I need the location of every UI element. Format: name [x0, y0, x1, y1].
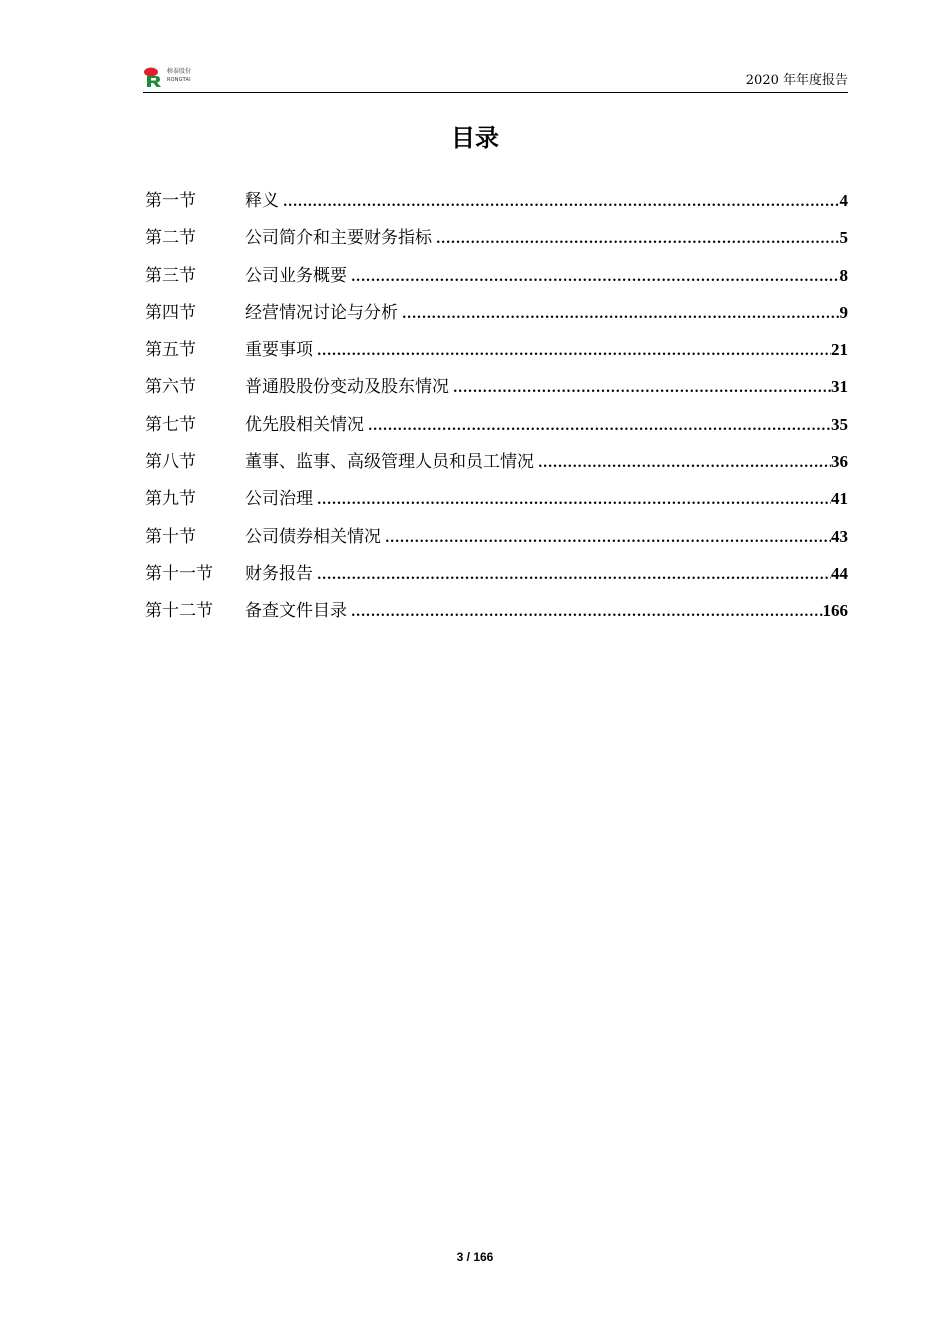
toc-page-number: 41: [831, 489, 848, 509]
toc-page-number: 43: [831, 526, 848, 546]
toc-page-number: 21: [831, 340, 848, 360]
toc-section-number: 第六节: [145, 377, 196, 398]
toc-entry[interactable]: [145, 555, 848, 592]
page-title: 目录: [451, 124, 499, 152]
toc-section-title: 公司业务概要: [245, 265, 347, 286]
toc-entry[interactable]: [145, 518, 848, 555]
toc-dot-leader: [317, 333, 831, 370]
table-of-contents: [145, 182, 848, 630]
toc-dot-leader: [436, 221, 840, 258]
toc-dot-leader: [402, 296, 840, 333]
toc-dot-leader: [538, 445, 831, 482]
company-logo: [143, 66, 203, 88]
toc-section-title: 普通股股份变动及股东情况: [245, 377, 449, 398]
toc-section-title: 公司简介和主要财务指标: [245, 228, 432, 249]
toc-page-number: 35: [831, 414, 848, 434]
toc-section-title: 重要事项: [245, 340, 313, 361]
toc-entry[interactable]: [145, 480, 848, 517]
toc-section-title: 备查文件目录: [245, 601, 347, 622]
toc-entry[interactable]: [145, 257, 848, 294]
toc-section-number: 第一节: [145, 191, 196, 211]
toc-section-title: 优先股相关情况: [245, 414, 364, 435]
toc-entry[interactable]: [145, 406, 848, 443]
page-header: [143, 66, 848, 93]
toc-section-number: 第九节: [145, 489, 196, 510]
toc-entry[interactable]: [145, 443, 848, 480]
toc-section-number: 第八节: [145, 452, 196, 473]
toc-page-number: 44: [831, 563, 848, 583]
toc-dot-leader: [453, 370, 831, 407]
toc-section-number: 第十一节: [145, 563, 213, 584]
toc-page-number: 9: [839, 302, 848, 322]
toc-section-number: 第三节: [145, 265, 196, 286]
toc-section-number: 第十二节: [145, 601, 213, 622]
toc-section-title: 董事、监事、高级管理人员和员工情况: [245, 452, 534, 473]
toc-page-number: 5: [839, 228, 848, 248]
toc-section-title: 财务报告: [245, 563, 313, 584]
toc-section-number: 第七节: [145, 414, 196, 435]
toc-entry[interactable]: [145, 368, 848, 405]
toc-dot-leader: [351, 259, 840, 296]
toc-section-number: 第五节: [145, 340, 196, 361]
toc-page-number: 8: [839, 265, 848, 285]
toc-entry[interactable]: [145, 182, 848, 219]
report-title: 2020 年年度报告: [745, 73, 848, 88]
toc-section-number: 第二节: [145, 228, 196, 249]
toc-dot-leader: [317, 482, 831, 519]
toc-section-number: 第四节: [145, 302, 196, 323]
logo-name-cn: 榕泰股份: [167, 68, 192, 75]
toc-page-number: 31: [831, 377, 848, 397]
logo-name-en: RONGTAI: [167, 77, 191, 83]
toc-section-number: 第十节: [145, 526, 196, 547]
toc-section-title: 公司治理: [245, 489, 313, 510]
rongtai-logo-icon: [143, 66, 165, 88]
toc-section-title: 经营情况讨论与分析: [245, 302, 398, 323]
toc-entry[interactable]: [145, 294, 848, 331]
toc-dot-leader: [283, 184, 840, 221]
toc-page-number: 166: [822, 601, 848, 621]
toc-entry[interactable]: [145, 592, 848, 629]
toc-section-title: 释义: [245, 191, 279, 211]
page-number-footer: 3 / 166: [456, 1250, 494, 1264]
toc-page-number: 4: [839, 191, 848, 210]
toc-dot-leader: [368, 408, 831, 445]
toc-dot-leader: [385, 520, 831, 557]
toc-page-number: 36: [831, 452, 848, 472]
toc-dot-leader: [317, 557, 831, 594]
toc-section-title: 公司债券相关情况: [245, 526, 381, 547]
toc-entry[interactable]: [145, 219, 848, 256]
toc-dot-leader: [351, 594, 823, 631]
toc-entry[interactable]: [145, 331, 848, 368]
